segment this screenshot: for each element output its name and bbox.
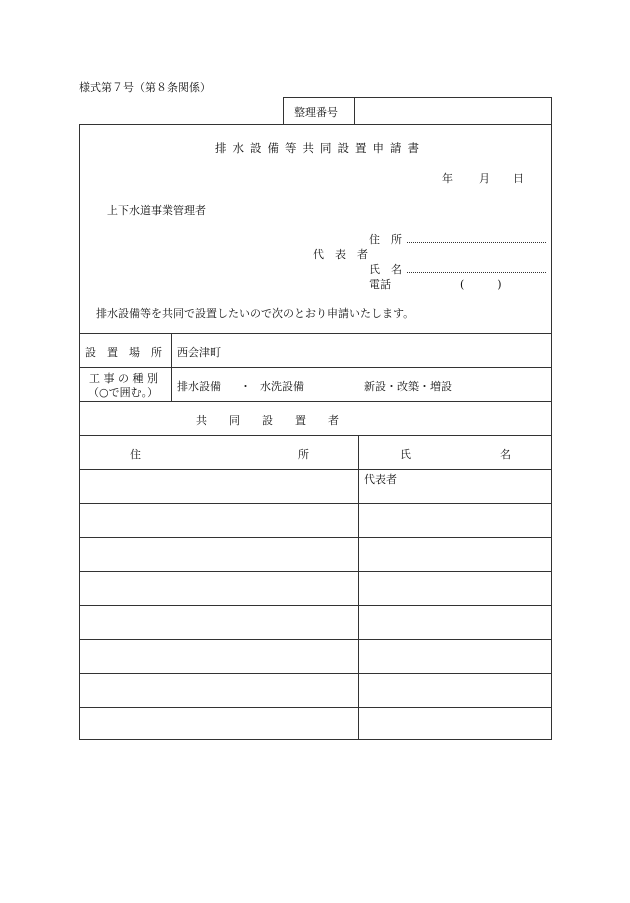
date-year-label: 年	[442, 172, 453, 185]
work-type-option-drainage[interactable]: 排水設備	[177, 380, 221, 393]
date-day-label: 日	[513, 172, 524, 185]
table-row-name[interactable]	[360, 539, 550, 570]
phone-parens: ( )	[460, 278, 502, 291]
form-title: 排水設備等共同設置申請書	[215, 141, 425, 155]
representative-label: 代 表 者	[313, 248, 368, 261]
install-location-value: 西会津町	[177, 346, 221, 359]
table-row-address[interactable]	[81, 675, 356, 706]
table-row-name[interactable]	[360, 573, 550, 604]
phone-label: 電話	[369, 278, 391, 291]
work-type-options-construction[interactable]: 新設・改築・増設	[364, 380, 452, 393]
table-row-address[interactable]	[81, 539, 356, 570]
application-statement: 排水設備等を共同で設置したいので次のとおり申請いたします。	[96, 307, 415, 320]
col-name-left: 氏	[400, 448, 411, 461]
address-field-line[interactable]	[407, 242, 546, 243]
work-type-hint: （○で囲む。）	[88, 386, 159, 399]
joint-installers-header: 共 同 設 置 者	[196, 414, 339, 427]
addressee: 上下水道事業管理者	[107, 204, 206, 217]
table-row-name[interactable]	[360, 505, 550, 536]
name-field-line[interactable]	[407, 272, 546, 273]
table-row-address[interactable]	[81, 471, 356, 502]
address-label: 住 所	[369, 233, 402, 246]
table-row-name[interactable]	[360, 709, 550, 739]
table-row-address[interactable]	[81, 505, 356, 536]
table-row-address[interactable]	[81, 709, 356, 739]
col-address-left: 住	[130, 448, 141, 461]
table-row-address[interactable]	[81, 607, 356, 638]
table-row-address[interactable]	[81, 641, 356, 672]
work-type-label: 工事の種別	[89, 372, 162, 385]
work-type-option-flush[interactable]: 水洗設備	[260, 380, 304, 393]
reference-number-label: 整理番号	[294, 106, 338, 119]
work-type-separator: ・	[240, 380, 251, 393]
first-row-representative: 代表者	[364, 473, 397, 486]
col-address-right: 所	[298, 448, 309, 461]
date-month-label: 月	[479, 172, 490, 185]
table-row-name[interactable]	[360, 675, 550, 706]
install-location-label: 設 置 場 所	[85, 346, 162, 359]
table-row-address[interactable]	[81, 573, 356, 604]
form-number: 様式第７号（第８条関係）	[79, 81, 211, 94]
name-label: 氏 名	[369, 263, 402, 276]
col-name-right: 名	[500, 448, 511, 461]
table-row-name[interactable]	[360, 607, 550, 638]
reference-number-field[interactable]	[358, 99, 548, 123]
table-row-name[interactable]	[360, 641, 550, 672]
